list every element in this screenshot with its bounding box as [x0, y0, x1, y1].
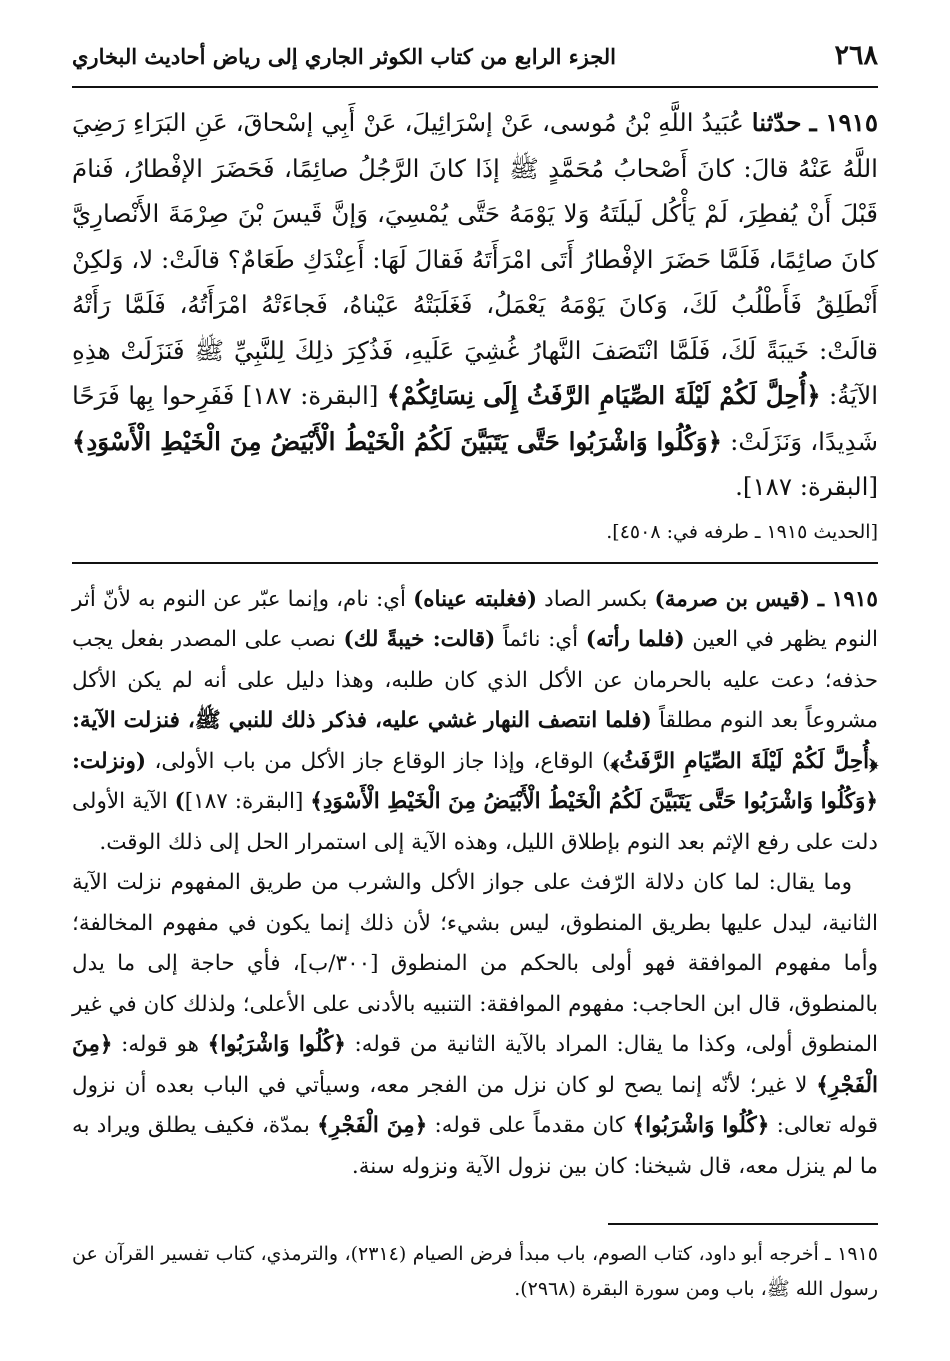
- bold-phrase: (فغلبته عيناه): [413, 586, 538, 612]
- running-title: الجزء الرابع من كتاب الكوثر الجاري إلى رياض أحاديث البخاري: [72, 44, 616, 69]
- bold-phrase: ﴿مِنَ الْفَجْرِ﴾: [317, 1113, 428, 1138]
- footnote-divider: [608, 1223, 878, 1225]
- text-run: الآية الأولى دلت على رفع الإثم بعد النوم بإطلاق الليل، وهذه الآية إلى استمرار الحل إلى ذلك الوقت.: [72, 789, 878, 855]
- hadith-lead: حدّثنا: [751, 108, 802, 137]
- text-run: [البقرة: ١٨٧]: [184, 789, 311, 814]
- bold-phrase: (ونزلت:: [72, 748, 147, 774]
- verse-reference: [البقرة: ١٨٧]: [242, 381, 379, 410]
- bold-phrase: (فلما انتصف النهار غشي عليه، فذكر ذلك للنبي ﷺ، فنزلت الآية:: [72, 708, 652, 733]
- bold-phrase: ﴿كُلُوا وَاشْرَبُوا﴾: [207, 1032, 346, 1057]
- section-divider: [72, 562, 878, 564]
- bold-phrase: ﴿كُلُوا وَاشْرَبُوا﴾: [632, 1113, 770, 1138]
- text-run: بكسر الصاد: [537, 586, 655, 612]
- footnote: ١٩١٥ ـ أخرجه أبو داود، كتاب الصوم، باب مبدأ فرض الصيام (٢٣١٤)، والترمذي، كتاب تفسير القرآن عن رسول الله ﷺ، باب ومن سورة البقرة (٢٩٦٨).: [72, 1243, 878, 1300]
- commentary: [72, 580, 878, 1188]
- text-run: أي: نائماً: [495, 627, 586, 652]
- bold-phrase: ﴿مِنَ الْفَجْرِ﴾: [72, 1032, 878, 1098]
- hadith-text: [72, 100, 878, 510]
- commentary-paragraph: [72, 863, 878, 1187]
- text-run: كان مقدماً على قوله:: [427, 1113, 633, 1138]
- commentary-paragraph: [72, 580, 878, 864]
- bold-phrase: ١٩١٥ ـ (قيس بن صرمة): [654, 586, 878, 612]
- bold-phrase: ): [174, 789, 185, 814]
- text-run: لا غير؛ لأنّه إنما يصح لو كان نزل من الفجر معه، وسيأتي في الباب بعده أن نزول قوله تعالى:: [72, 1072, 878, 1138]
- hadith-body: عُبَيدُ اللَّهِ بْنُ مُوسى، عَنْ إسْرَائِيلَ، عَنْ أَبِي إسْحاقَ، عَنِ البَرَاءِ رَضِيَ اللَّهُ عَنْهُ قالَ: كانَ أَصْحابُ مُحَمَّدٍ ﷺ إذَا كانَ الرَّجُلُ صائِمًا، فَحَضَرَ الإفْطارُ، فَنامَ قَبْلَ أَنْ يُفطِرَ، لَمْ يَأْكُل لَيلَتَهُ وَلا يَوْمَهُ حَتَّى يُمْسِيَ، وَإنَّ قَيسَ بْنَ صِرْمَةَ الأَنْصارِيَّ كانَ صائِمًا، فَلَمَّا حَضَرَ الإفْطارُ أَتَى امْرَأَتَهُ فَقالَ لَهَا: أَعِنْدَكِ طَعَامٌ؟ قالَتْ: لا، وَلكِنْ أَنْطَلِقُ فَأَطْلُبُ لَكَ، وَكانَ يَوْمَهُ يَعْمَلُ، فَغَلَبَتْهُ عَيْناهُ، فَجاءَتْهُ امْرَأَتُهُ، فَلَمَّا رَأَتْهُ قالَتْ: خَيبَةً لَكَ، فَلَمَّا انْتَصَفَ النَّهارُ غُشِيَ عَلَيهِ، فَذُكِرَ ذلِكَ لِلنَّبِيِّ ﷺ فَنَزَلَتْ هذِهِ الآيَةُ:: [72, 108, 879, 410]
- hadith-number: ١٩١٥ ـ: [809, 108, 878, 137]
- hadith-cross-reference: [الحديث ١٩١٥ ـ طرفه في: ٤٥٠٨].: [606, 520, 878, 543]
- page-number: ٢٦٨: [834, 40, 878, 71]
- text-run: ) الوقاع، وإذا جاز الوقاع جاز الأكل من باب الأولى،: [146, 748, 611, 774]
- text-run: بمدّة، فكيف يطلق ويراد به ما لم ينزل معه، قال شيخنا: كان بين نزول الآية ونزوله سنة.: [72, 1113, 878, 1179]
- text-run: نصب على المصدر بفعل يجب حذفه؛ دعت عليه بالحرمان عن الأكل الذي كان طلبه، وهذا دليل على أنه لم يكن الأكل مشروعاً بعد النوم مطلقاً: [72, 627, 878, 733]
- quran-verse: ﴿وَكُلُوا وَاشْرَبُوا حَتَّى يَتَبَيَّنَ لَكُمُ الْخَيْطُ الْأَبْيَضُ مِنَ الْخَيْطِ الْأَسْوَدِ﴾: [72, 426, 722, 456]
- page-header: [72, 40, 878, 88]
- text-run: هو قوله:: [112, 1032, 208, 1057]
- text-run: أي: نام، وإنما عبّر عن النوم به لأنّ أثر النوم يظهر في العين: [72, 586, 878, 652]
- text-run: وما يقال: لما كان دلالة الرّفث على جواز الأكل والشرب من طريق المفهوم نزلت الآية الثانية، ليدل عليها بطريق المنطوق، ليس بشيء؛ لأن ذلك إنما يكون في مفهوم المخالفة؛ وأما مفهوم الموافقة فهو أولى بالحكم من المنطوق [٣٠٠/ب]، فأي حاجة إلى ما يدل بالمنطوق، قال ابن الحاجب: مفهوم الموافقة: التنبيه بالأدنى على الأعلى؛ ولذلك كان في غير المنطوق أولى، وكذا ما يقال: المراد بالآية الثانية من قوله:: [72, 870, 879, 1057]
- bold-phrase: ﴿أُحِلَّ لَكُمْ لَيْلَةَ الصِّيَامِ الرَّفَثُ﴾: [610, 748, 878, 774]
- quran-verse: ﴿أُحِلَّ لَكُمْ لَيْلَةَ الصِّيَامِ الرَّفَثُ إِلَى نِسَائِكُمْ﴾: [386, 381, 821, 410]
- bold-phrase: (فلما رأته): [585, 627, 685, 652]
- hadith-body-continued: فَفَرِحوا بِها فَرَحًا شَدِيدًا، وَنَزَلَتْ:: [72, 381, 879, 456]
- verse-reference: [البقرة: ١٨٧].: [735, 472, 878, 501]
- bold-phrase: ﴿وَكُلُوا وَاشْرَبُوا حَتَّى يَتَبَيَّنَ لَكُمُ الْخَيْطُ الْأَبْيَضُ مِنَ الْخَيْطِ الْأَسْوَدِ﴾: [310, 789, 878, 814]
- bold-phrase: (قالت: خيبةً لك): [343, 627, 496, 652]
